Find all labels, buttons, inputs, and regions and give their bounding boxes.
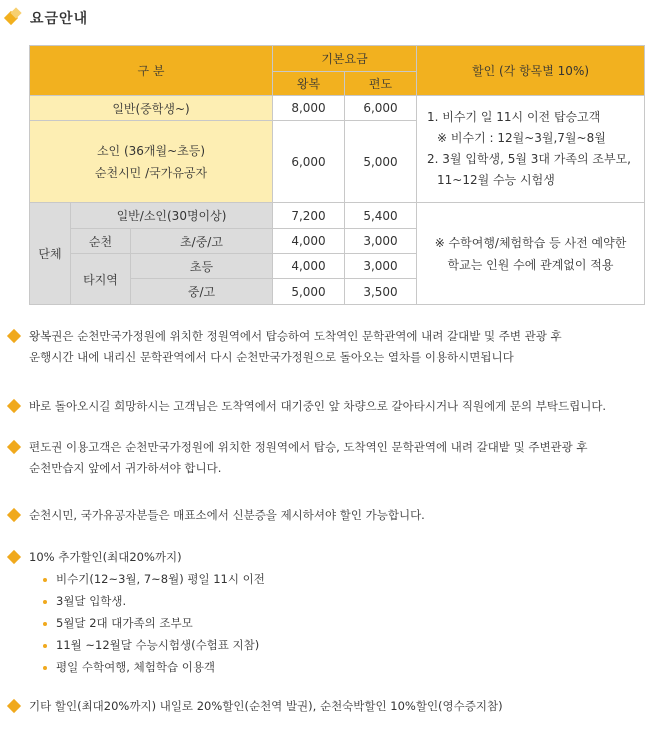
row-other-sub2: 중/고	[131, 279, 273, 305]
row-child-oneway: 5,000	[345, 121, 417, 203]
section-title	[6, 6, 88, 30]
note-item	[6, 437, 629, 479]
row-suncheon-round: 4,000	[273, 229, 345, 254]
row-adult-label: 일반(중학생~)	[30, 96, 273, 121]
dot-bullet-icon	[43, 644, 47, 648]
sub-list-item	[43, 569, 265, 590]
note-item	[6, 547, 629, 568]
note-text: 10% 추가할인(최대20%까지)	[29, 550, 182, 564]
note-item	[6, 505, 629, 526]
header-discount: 할인 (각 항목별 10%)	[417, 46, 645, 96]
row-child-label-line: 순천시민 /국가유공자	[94, 165, 208, 180]
group-discount-info	[417, 203, 645, 305]
note-text: 순천시민, 국가유공자분들은 매표소에서 신분증을 제시하셔야 할인 가능합니다.	[29, 508, 425, 522]
dot-bullet-icon	[43, 600, 47, 604]
sub-text: 5월달 2대 대가족의 조부모	[56, 616, 193, 630]
note-text: 바로 돌아오시길 희망하시는 고객님은 도착역에서 대기중인 앞 차량으로 갈아타시거나 직원에게 문의 부탁드립니다.	[29, 399, 607, 413]
header-base-fare: 기본요금	[273, 46, 417, 72]
discount-line: 2. 3월 입학생, 5월 3대 가족의 조부모,	[427, 152, 631, 166]
diamond-bullet-icon	[7, 399, 21, 413]
note-text: 기타 할인(최대20%까지) 내일로 20%할인(순천역 발권), 순천숙박할인 10%할인(영수증지참)	[29, 699, 503, 713]
row-child-label	[30, 121, 273, 203]
diamond-bullet-icon	[7, 699, 21, 713]
diamond-bullet-icon	[7, 508, 21, 522]
note-text: 편도권 이용고객은 순천만국가정원에 위치한 정원역에서 탑승, 도착역인 문학관역에 내려 갈대밭 및 주변관광 후	[29, 440, 588, 454]
dot-bullet-icon	[43, 666, 47, 670]
note-item	[6, 326, 629, 368]
diamond-bullet-icon	[7, 550, 21, 564]
sub-text: 평일 수학여행, 체험학습 이용객	[56, 660, 216, 674]
group-discount-line: 학교는 인원 수에 관계없이 적용	[447, 257, 614, 272]
row-suncheon-sub: 초/중/고	[131, 229, 273, 254]
sub-list-item	[43, 657, 215, 678]
row-group-label: 단체	[30, 203, 71, 305]
note-text: 운행시간 내에 내리신 문학관역에서 다시 순천만국가정원으로 돌아오는 열차를 이용하시면됩니다	[29, 350, 514, 364]
row-other-round1: 4,000	[273, 254, 345, 279]
row-adult-round: 8,000	[273, 96, 345, 121]
diamond-icon	[6, 9, 24, 27]
sub-list-item	[43, 613, 193, 634]
row-adult-oneway: 6,000	[345, 96, 417, 121]
row-other-sub1: 초등	[131, 254, 273, 279]
row-child-label-line: 소인 (36개월~초등)	[96, 143, 206, 158]
note-text: 왕복권은 순천만국가정원에 위치한 정원역에서 탑승하여 도착역인 문학관역에 내려 갈대밭 및 주변 관광 후	[29, 329, 562, 343]
sub-list-item	[43, 635, 259, 656]
page-title: 요금안내	[30, 11, 89, 27]
sub-text: 3월달 입학생.	[56, 594, 127, 608]
discount-info	[417, 96, 645, 203]
row-group-general-label: 일반/소인(30명이상)	[71, 203, 273, 229]
header-one-way: 편도	[345, 72, 417, 96]
header-category: 구 분	[30, 46, 273, 96]
discount-line: 1. 비수기 일 11시 이전 탑승고객	[427, 110, 601, 124]
discount-line: ※ 비수기 : 12월~3월,7월~8월	[437, 131, 606, 145]
note-item	[6, 696, 629, 717]
diamond-bullet-icon	[7, 440, 21, 454]
group-discount-line: ※ 수학여행/체험학습 등 사전 예약한	[434, 235, 627, 250]
dot-bullet-icon	[43, 578, 47, 582]
row-suncheon-label: 순천	[71, 229, 131, 254]
sub-text: 11월 ~12월달 수능시험생(수험표 지참)	[56, 638, 260, 652]
row-other-oneway2: 3,500	[345, 279, 417, 305]
row-other-label: 타지역	[71, 254, 131, 305]
note-text: 순천만습지 앞에서 귀가하셔야 합니다.	[29, 461, 222, 475]
fare-table	[29, 45, 645, 305]
row-other-oneway1: 3,000	[345, 254, 417, 279]
note-item	[6, 396, 629, 417]
row-other-round2: 5,000	[273, 279, 345, 305]
sub-list-item	[43, 591, 126, 612]
dot-bullet-icon	[43, 622, 47, 626]
sub-text: 비수기(12~3월, 7~8월) 평일 11시 이전	[56, 572, 265, 586]
diamond-bullet-icon	[7, 329, 21, 343]
row-group-general-oneway: 5,400	[345, 203, 417, 229]
discount-line: 11~12월 수능 시험생	[437, 173, 555, 187]
row-child-round: 6,000	[273, 121, 345, 203]
row-group-general-round: 7,200	[273, 203, 345, 229]
header-round-trip: 왕복	[273, 72, 345, 96]
row-suncheon-oneway: 3,000	[345, 229, 417, 254]
